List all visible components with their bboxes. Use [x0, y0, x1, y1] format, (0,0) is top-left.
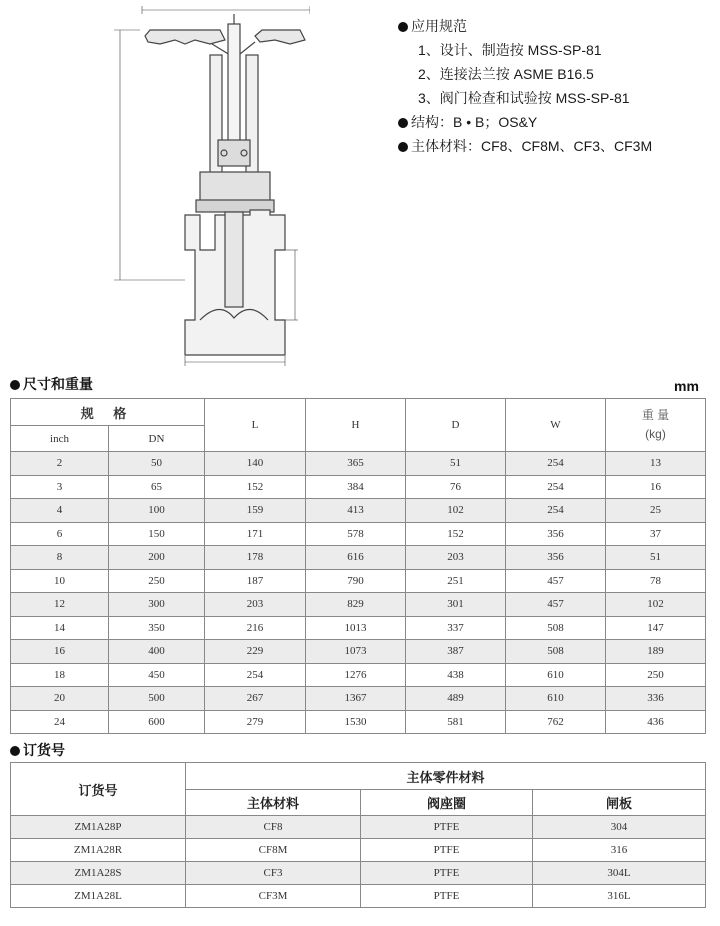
table-cell: 14 — [11, 616, 109, 640]
table-cell: 203 — [406, 546, 506, 570]
table-cell: 762 — [506, 710, 606, 734]
table-cell: 337 — [406, 616, 506, 640]
table-cell: 102 — [606, 593, 706, 617]
table-cell: 413 — [306, 499, 406, 523]
table-cell: PTFE — [361, 885, 533, 908]
table-cell: PTFE — [361, 862, 533, 885]
table-cell: 6 — [11, 522, 109, 546]
table-cell: 1013 — [306, 616, 406, 640]
table-cell: CF8 — [186, 816, 361, 839]
table-cell: 489 — [406, 687, 506, 711]
table-cell: 152 — [205, 475, 306, 499]
table-cell: 8 — [11, 546, 109, 570]
table-row — [11, 710, 706, 734]
table-cell: 1073 — [306, 640, 406, 664]
table-cell: 65 — [109, 475, 205, 499]
table-row — [11, 616, 706, 640]
table-cell: CF8M — [186, 839, 361, 862]
table-cell: 37 — [606, 522, 706, 546]
table-cell: 200 — [109, 546, 205, 570]
table-row — [11, 546, 706, 570]
table-cell: 508 — [506, 616, 606, 640]
table-cell: 450 — [109, 663, 205, 687]
table-cell: 387 — [406, 640, 506, 664]
header-L: L — [205, 399, 306, 452]
table-cell: CF3M — [186, 885, 361, 908]
spec-heading-line — [398, 14, 708, 38]
table-row — [11, 862, 706, 885]
table-cell: 1367 — [306, 687, 406, 711]
weight-unit: (kg) — [645, 427, 666, 441]
table-cell: 304 — [533, 816, 706, 839]
table-cell: 24 — [11, 710, 109, 734]
table-row — [11, 569, 706, 593]
table-cell: 254 — [506, 452, 606, 476]
table-cell: 304L — [533, 862, 706, 885]
table-row — [11, 816, 706, 839]
spec-header: 规 格 — [11, 399, 205, 426]
table-row — [11, 452, 706, 476]
table-row — [11, 687, 706, 711]
table-cell: 25 — [606, 499, 706, 523]
header-inch: inch — [11, 426, 109, 452]
table-cell: 267 — [205, 687, 306, 711]
table-cell: 100 — [109, 499, 205, 523]
table-row — [11, 839, 706, 862]
table-cell: 13 — [606, 452, 706, 476]
bullet-icon — [398, 118, 408, 128]
table-cell: PTFE — [361, 816, 533, 839]
header-body-material: 主体材料 — [186, 790, 361, 816]
table-cell: 78 — [606, 569, 706, 593]
table-cell: 250 — [606, 663, 706, 687]
table-cell: 384 — [306, 475, 406, 499]
header-order-no: 订货号 — [11, 763, 186, 816]
table-cell: 436 — [606, 710, 706, 734]
gate-valve-drawing-icon — [100, 0, 310, 370]
table-cell: 2 — [11, 452, 109, 476]
table-cell: 229 — [205, 640, 306, 664]
table-cell: 189 — [606, 640, 706, 664]
table-cell: 187 — [205, 569, 306, 593]
table-cell: 316 — [533, 839, 706, 862]
order-title-text: 订货号 — [23, 742, 65, 758]
table-cell: 336 — [606, 687, 706, 711]
table-cell: 610 — [506, 663, 606, 687]
table-cell: 12 — [11, 593, 109, 617]
table-cell: 159 — [205, 499, 306, 523]
table-cell: 50 — [109, 452, 205, 476]
table-cell: 102 — [406, 499, 506, 523]
spec-item: 1、设计、制造按 MSS-SP-81 — [418, 42, 602, 58]
table-cell: 140 — [205, 452, 306, 476]
table-cell: 279 — [205, 710, 306, 734]
dimensions-title-text: 尺寸和重量 — [23, 376, 93, 392]
table-cell: 250 — [109, 569, 205, 593]
table-cell: 51 — [606, 546, 706, 570]
header-gate: 闸板 — [533, 790, 706, 816]
table-cell: 251 — [406, 569, 506, 593]
spec-item: 3、阀门检查和试验按 MSS-SP-81 — [418, 90, 630, 106]
table-cell: 790 — [306, 569, 406, 593]
table-cell: 203 — [205, 593, 306, 617]
spec-block — [398, 14, 708, 158]
table-cell: 76 — [406, 475, 506, 499]
spec-heading: 应用规范 — [411, 18, 467, 34]
table-cell: ZM1A28P — [11, 816, 186, 839]
header-seat: 阀座圈 — [361, 790, 533, 816]
table-row — [11, 593, 706, 617]
header-dn: DN — [109, 426, 205, 452]
table-cell: CF3 — [186, 862, 361, 885]
table-cell: 16 — [606, 475, 706, 499]
table-cell: 254 — [506, 475, 606, 499]
header-weight — [606, 399, 706, 452]
table-cell: 365 — [306, 452, 406, 476]
table-cell: 1530 — [306, 710, 406, 734]
order-table-body — [11, 816, 706, 908]
table-cell: 51 — [406, 452, 506, 476]
table-row — [11, 499, 706, 523]
table-cell: 578 — [306, 522, 406, 546]
header-W: W — [506, 399, 606, 452]
table-cell: 4 — [11, 499, 109, 523]
table-cell: 829 — [306, 593, 406, 617]
header-D: D — [406, 399, 506, 452]
spec-item: 2、连接法兰按 ASME B16.5 — [418, 66, 594, 82]
dimensions-table — [10, 398, 706, 734]
table-cell: 356 — [506, 522, 606, 546]
table-cell: PTFE — [361, 839, 533, 862]
table-cell: 457 — [506, 593, 606, 617]
table-cell: 500 — [109, 687, 205, 711]
structure-text: 结构：B • B；OS&Y — [411, 114, 538, 130]
table-cell: 3 — [11, 475, 109, 499]
bullet-icon — [398, 22, 408, 32]
table-cell: 171 — [205, 522, 306, 546]
table-cell: 300 — [109, 593, 205, 617]
table-cell: 301 — [406, 593, 506, 617]
table-cell: 10 — [11, 569, 109, 593]
dimensions-table-body — [11, 452, 706, 734]
table-cell: 600 — [109, 710, 205, 734]
material-text: 主体材料：CF8、CF8M、CF3、CF3M — [411, 138, 653, 154]
bullet-icon — [398, 142, 408, 152]
header-H: H — [306, 399, 406, 452]
order-title — [10, 740, 65, 760]
order-table — [10, 762, 706, 908]
header-main-parts: 主体零件材料 — [186, 763, 706, 790]
material-line — [398, 134, 708, 158]
table-cell: 152 — [406, 522, 506, 546]
table-cell: 254 — [205, 663, 306, 687]
table-cell: 356 — [506, 546, 606, 570]
table-cell: 216 — [205, 616, 306, 640]
table-cell: 20 — [11, 687, 109, 711]
table-row — [11, 640, 706, 664]
bullet-icon — [10, 746, 20, 756]
table-cell: ZM1A28L — [11, 885, 186, 908]
table-cell: 438 — [406, 663, 506, 687]
unit-label: mm — [674, 378, 699, 394]
table-cell: 178 — [205, 546, 306, 570]
table-cell: ZM1A28S — [11, 862, 186, 885]
table-cell: 616 — [306, 546, 406, 570]
table-row — [11, 522, 706, 546]
table-cell: 610 — [506, 687, 606, 711]
table-cell: 400 — [109, 640, 205, 664]
table-row — [11, 663, 706, 687]
bullet-icon — [10, 380, 20, 390]
table-cell: 1276 — [306, 663, 406, 687]
table-cell: 147 — [606, 616, 706, 640]
table-row — [11, 885, 706, 908]
table-cell: 254 — [506, 499, 606, 523]
table-cell: 150 — [109, 522, 205, 546]
table-cell: 581 — [406, 710, 506, 734]
table-cell: 18 — [11, 663, 109, 687]
structure-line — [398, 110, 708, 134]
table-cell: 16 — [11, 640, 109, 664]
table-cell: 457 — [506, 569, 606, 593]
table-row — [11, 475, 706, 499]
weight-label: 重 量 — [641, 408, 670, 422]
table-cell: 316L — [533, 885, 706, 908]
table-cell: 508 — [506, 640, 606, 664]
dimensions-title — [10, 374, 93, 394]
table-cell: 350 — [109, 616, 205, 640]
table-cell: ZM1A28R — [11, 839, 186, 862]
